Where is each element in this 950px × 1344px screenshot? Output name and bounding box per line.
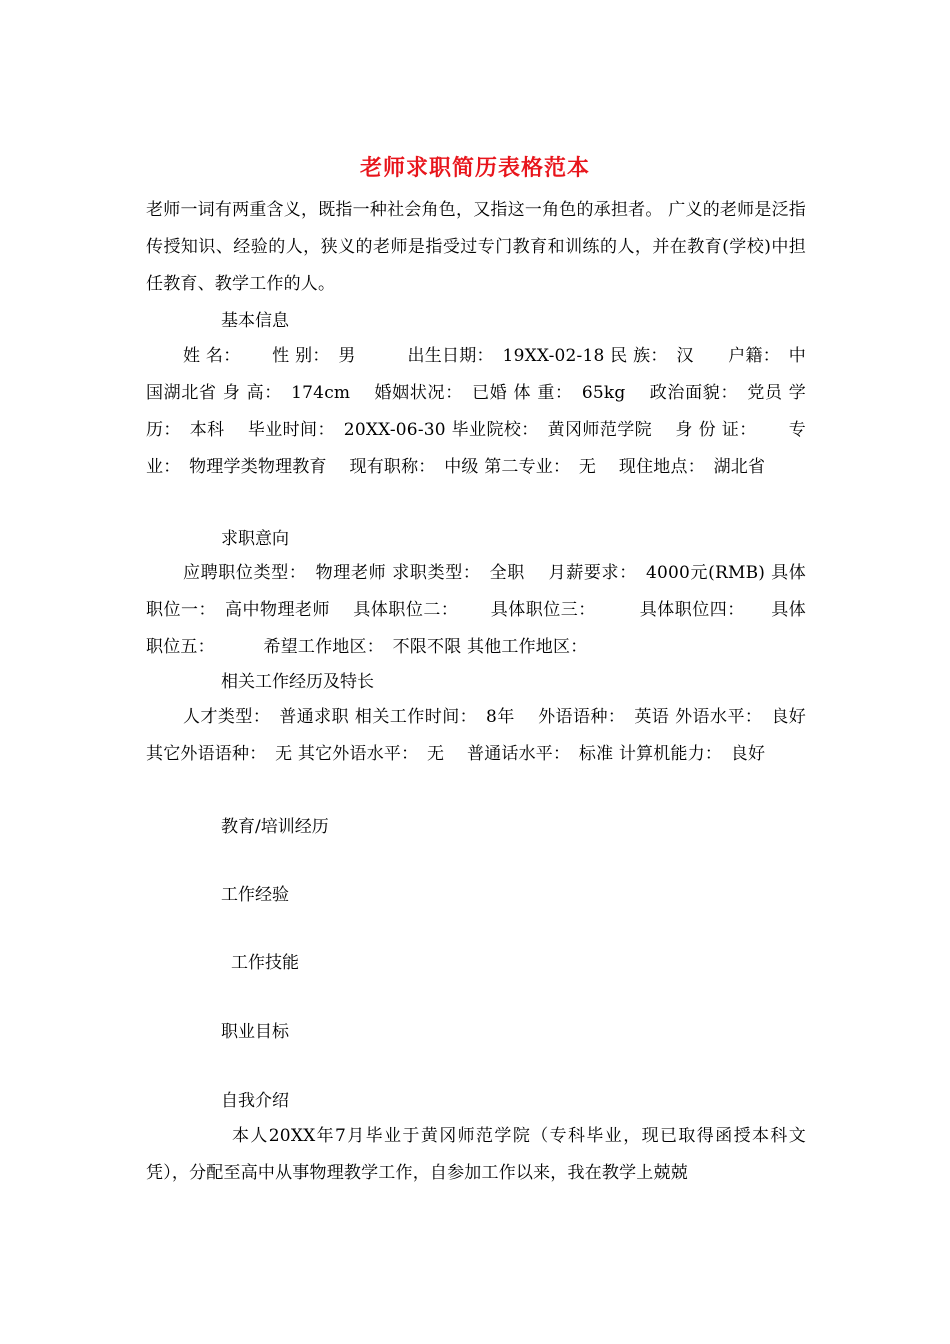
experience-paragraph: 人才类型： 普通求职 相关工作时间： 8年 外语语种： 英语 外语水平： 良好 其它外语语种： 无 其它外语水平： 无 普通话水平： 标准 计算机能力： 良好 bbox=[146, 707, 829, 764]
self-intro-paragraph: 本人20XX年7月毕业于黄冈师范学院（专科毕业，现已取得函授本科文凭），分配至高中从事物理教学工作，自参加工作以来，我在教学上兢兢 bbox=[146, 1126, 806, 1183]
job-intent-heading: 求职意向 bbox=[221, 529, 289, 549]
document-title: 老师求职简历表格范本 bbox=[359, 155, 590, 181]
career-goal-heading: 职业目标 bbox=[221, 1022, 289, 1042]
job-intent-paragraph: 应聘职位类型： 物理老师 求职类型： 全职 月薪要求： 4000元(RMB) 具体职位一： 高中物理老师 具体职位二： 具体职位三： 具体职位四： 具体职位五： 希望工作地区： 不限不限 其他工作地区： bbox=[146, 563, 806, 657]
experience-heading: 相关工作经历及特长 bbox=[221, 672, 374, 692]
education-heading: 教育/培训经历 bbox=[221, 817, 329, 837]
self-intro-heading: 自我介绍 bbox=[221, 1091, 289, 1111]
work-skills-heading: 工作技能 bbox=[231, 953, 299, 973]
basic-info-paragraph: 姓 名： 性 别： 男 出生日期： 19XX-02-18 民 族： 汉 户籍： 中国湖北省 身 高： 174cm 婚姻状况： 已婚 体 重： 65kg 政治面貌： 党员 学 历： 本科 毕业时间： 20XX-06-30 毕业院校： 黄冈师范学院 身 份 证： 专 业： 物理学类物理教育 现有职称： 中级 第二专业： 无 现住地点： 湖北省 bbox=[146, 346, 806, 477]
intro-paragraph: 老师一词有两重含义，既指一种社会角色，又指这一角色的承担者。 广义的老师是泛指传授知识、经验的人，狭义的老师是指受过专门教育和训练的人，并在教育(学校)中担任教育、教学工作的人。 bbox=[146, 200, 806, 294]
work-experience-heading: 工作经验 bbox=[221, 885, 289, 905]
basic-info-heading: 基本信息 bbox=[221, 311, 289, 331]
